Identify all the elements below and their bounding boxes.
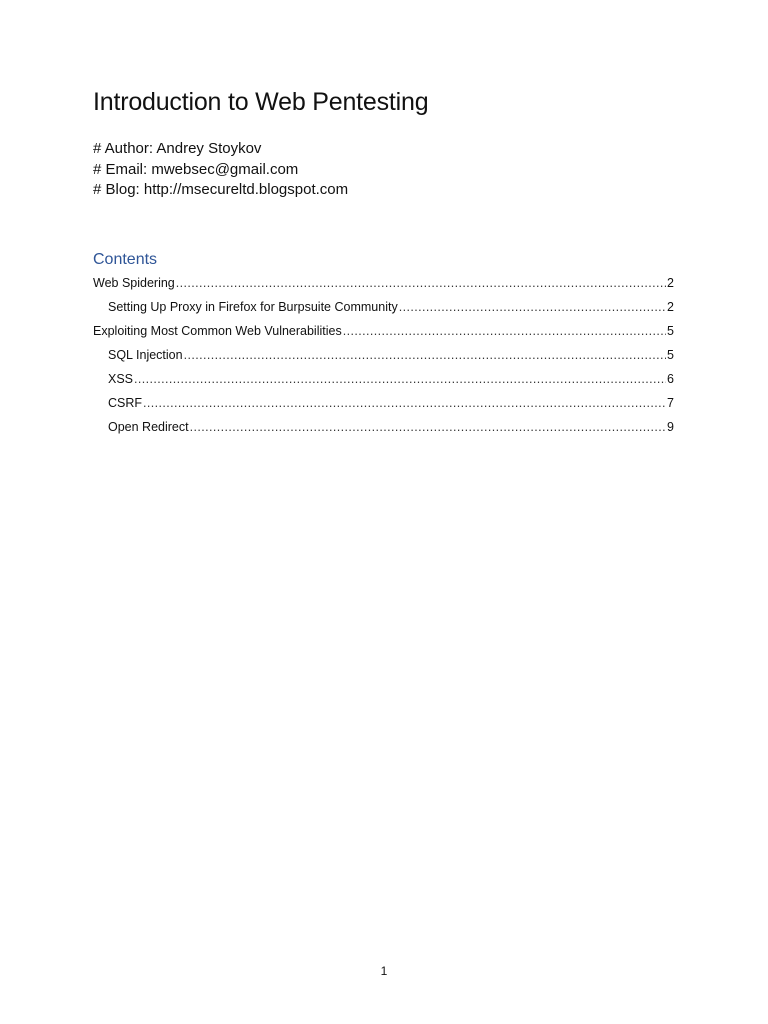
toc-entry-label: Web Spidering: [93, 276, 175, 290]
toc-entry-page: 7: [667, 396, 674, 410]
toc-entry[interactable]: [93, 370, 674, 394]
author-line: # Author: Andrey Stoykov: [93, 140, 262, 157]
toc-entry-page: 5: [667, 324, 674, 338]
document-meta: [93, 139, 348, 201]
page-number: 1: [380, 964, 388, 978]
toc-entry[interactable]: [93, 346, 674, 370]
toc-entry[interactable]: [93, 274, 674, 298]
toc-dot-leader: [184, 346, 666, 364]
toc-entry-label: XSS: [108, 372, 134, 386]
toc-entry[interactable]: [93, 322, 674, 346]
toc-entry-label: Exploiting Most Common Web Vulnerabilities: [93, 324, 342, 338]
toc-entry-page: 9: [667, 420, 674, 434]
toc-entry-page: 5: [667, 348, 674, 362]
toc-entry-label: Setting Up Proxy in Firefox for Burpsuite Community: [108, 300, 398, 314]
toc-entry-page: 6: [667, 372, 674, 386]
toc-entry-label: Open Redirect: [108, 420, 189, 434]
table-of-contents: [93, 274, 674, 442]
toc-dot-leader: [143, 394, 666, 412]
contents-heading: Contents: [93, 251, 158, 268]
toc-dot-leader: [190, 418, 666, 436]
email-line: # Email: mwebsec@gmail.com: [93, 160, 299, 178]
toc-entry[interactable]: [93, 418, 674, 442]
toc-entry[interactable]: [93, 298, 674, 322]
toc-entry-page: 2: [667, 300, 674, 314]
toc-entry-label: CSRF: [108, 396, 143, 410]
toc-dot-leader: [134, 370, 666, 388]
blog-line: # Blog: http://msecureltd.blogspot.com: [93, 181, 349, 198]
toc-entry[interactable]: [93, 394, 674, 418]
document-title: Introduction to Web Pentesting: [93, 88, 429, 116]
toc-dot-leader: [343, 322, 666, 340]
toc-dot-leader: [399, 298, 666, 316]
toc-dot-leader: [176, 274, 666, 292]
toc-entry-page: 2: [667, 276, 674, 290]
toc-entry-label: SQL Injection: [108, 348, 183, 362]
